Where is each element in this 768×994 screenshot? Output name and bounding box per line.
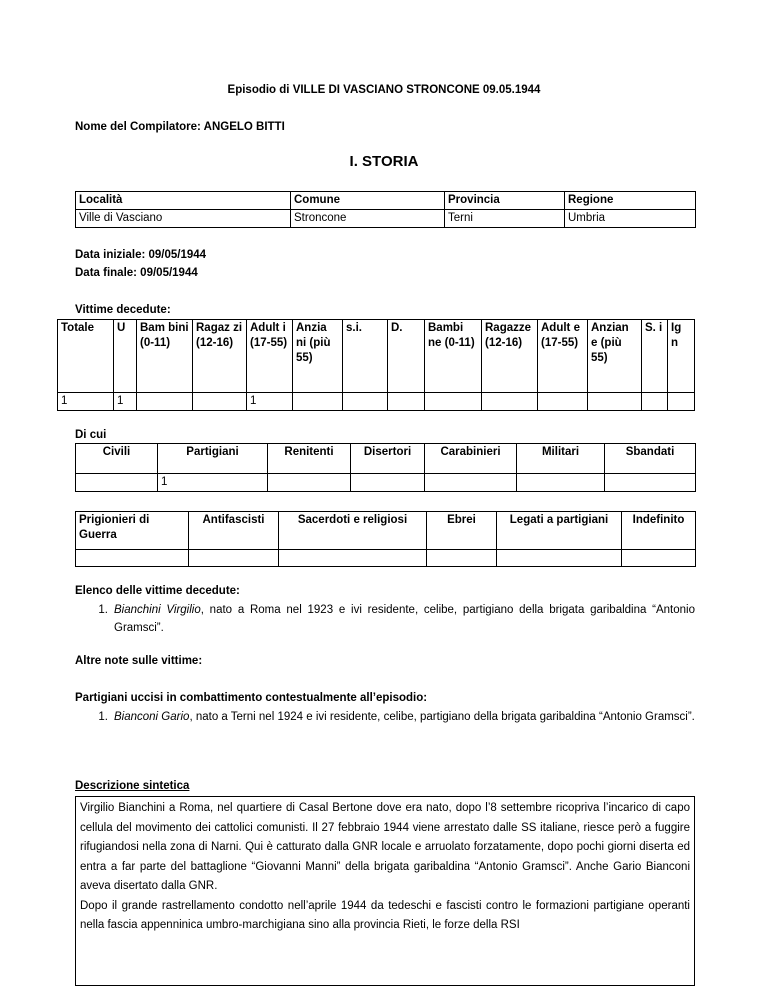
cat-header-legati: Legati a partigiani xyxy=(497,512,622,550)
dicui-header-partigiani: Partigiani xyxy=(158,444,268,474)
cat-header-sacerdoti: Sacerdoti e religiosi xyxy=(279,512,427,550)
cat-value-ebrei xyxy=(427,550,497,567)
header-provincia: Provincia xyxy=(445,192,565,210)
value-comune: Stronconе xyxy=(291,210,445,228)
victims-header-anziani: Anzia ni (più 55) xyxy=(293,320,343,393)
victims-header-ragazzi: Ragaz zi (12-16) xyxy=(193,320,247,393)
partisans-label: Partigiani uccisi in combattimento contestualmente all’episodio: xyxy=(75,692,428,704)
victims-header-bambine: Bambi ne (0-11) xyxy=(425,320,482,393)
cat-header-ebrei: Ebrei xyxy=(427,512,497,550)
dicui-header-militari: Militari xyxy=(517,444,605,474)
dicui-value-renitenti xyxy=(268,474,351,492)
victims-value-si xyxy=(343,393,388,411)
victims-value-anziane xyxy=(588,393,642,411)
dicui-value-civili xyxy=(76,474,158,492)
victims-value-bambine xyxy=(425,393,482,411)
victims-header-adulte: Adult e (17-55) xyxy=(538,320,588,393)
dicui-value-disertori xyxy=(351,474,425,492)
section-title: I. STORIA xyxy=(349,153,419,170)
victims-header-totale: Totale xyxy=(58,320,114,393)
location-table xyxy=(75,191,696,228)
cat-header-indefinito: Indefinito xyxy=(622,512,696,550)
cat-value-sacerdoti xyxy=(279,550,427,567)
cat-value-prigionieri xyxy=(76,550,189,567)
victims-header-ign: Ig n xyxy=(668,320,695,393)
victims-header-ragazze: Ragazze (12-16) xyxy=(482,320,538,393)
victims-value-ragazze xyxy=(482,393,538,411)
partisans-list-item xyxy=(75,708,695,726)
description-text: Virgilio Bianchini a Roma, nel quartiere di Casal Bertone dove era nato, dopo l’8 settembre ricopriva l’incarico di capo cellula del movimento dei cattolici comunisti. Il 27 febbraio 1944 viene arrestato dalle SS italiane, riesce però a fuggire rifugiandosi nella zona di Narni. Qui è catturato dalla GNR locale e arruolato forzatamente, dopo pochi giorni diserta ed entra a far parte del battaglione “Giovanni Manni” della brigata garibaldina “Antonio Gramsci”. Anche Gario Bianconi aveva disertato dalla GNR. Dopo il grande rastrellamento condotto nell’aprile 1944 da tedeschi e fascisti contro le formazioni partigiane operanti nella fascia appenninica umbro-marchigiana sino alla provincia Rieti, le forze della RSI xyxy=(75,796,695,986)
victims-table xyxy=(57,319,695,411)
episode-title: Episodio di VILLE DI VASCIANO STRONCONE 09.05.1944 xyxy=(227,84,541,96)
dicui-value-carabinieri xyxy=(425,474,517,492)
victims-list-item xyxy=(75,601,695,637)
victims-header-u: U xyxy=(114,320,137,393)
victims-value-adulti: 1 xyxy=(247,393,293,411)
victims-header-s-i: S. i xyxy=(642,320,668,393)
list-number: 1. xyxy=(98,604,108,616)
dicui-header-carabinieri: Carabinieri xyxy=(425,444,517,474)
cat-value-legati xyxy=(497,550,622,567)
header-regione: Regione xyxy=(565,192,696,210)
header-localita: Località xyxy=(76,192,291,210)
start-date: Data iniziale: 09/05/1944 xyxy=(75,249,207,261)
victim-details: , nato a Roma nel 1923 e ivi residente, celibe, partigiano della brigata garibaldina “Antonio Gramsci”. xyxy=(114,604,695,634)
victims-header-adulti: Adult i (17-55) xyxy=(247,320,293,393)
partisan-name: Bianconi Gario xyxy=(114,711,190,723)
victims-header-bambini: Bam bini (0-11) xyxy=(137,320,193,393)
victims-value-u: 1 xyxy=(114,393,137,411)
value-regione: Umbria xyxy=(565,210,696,228)
partisan-details: , nato a Terni nel 1924 e ivi residente, celibe, partigiano della brigata garibaldina “Antonio Gramsci”. xyxy=(189,711,695,723)
other-notes-label: Altre note sulle vittime: xyxy=(75,655,203,667)
cat-value-antifascisti xyxy=(189,550,279,567)
di-cui-label: Di cui xyxy=(75,429,107,441)
victims-value-ign xyxy=(668,393,695,411)
victims-value-ragazzi xyxy=(193,393,247,411)
victims-value-bambini xyxy=(137,393,193,411)
victims-header-anziane: Anzian e (più 55) xyxy=(588,320,642,393)
description-label: Descrizione sintetica xyxy=(75,780,190,792)
end-date: Data finale: 09/05/1944 xyxy=(75,267,198,279)
dicui-value-partigiani: 1 xyxy=(158,474,268,492)
victims-value-anziani xyxy=(293,393,343,411)
dicui-value-militari xyxy=(517,474,605,492)
compiler-name: Nome del Compilatore: ANGELO BITTI xyxy=(75,121,285,133)
value-provincia: Terni xyxy=(445,210,565,228)
value-localita: Ville di Vasciano xyxy=(76,210,291,228)
victims-header-d: D. xyxy=(388,320,425,393)
dicui-value-sbandati xyxy=(605,474,696,492)
victims-list-label: Elenco delle vittime decedute: xyxy=(75,585,240,597)
dicui-header-civili: Civili xyxy=(76,444,158,474)
header-comune: Comune xyxy=(291,192,445,210)
categories-table xyxy=(75,511,696,567)
dicui-header-disertori: Disertori xyxy=(351,444,425,474)
victims-value-s-i xyxy=(642,393,668,411)
victim-name: Bianchini Virgilio xyxy=(114,604,201,616)
victims-label: Vittime decedute: xyxy=(75,304,171,316)
dicui-header-sbandati: Sbandati xyxy=(605,444,696,474)
cat-header-antifascisti: Antifascisti xyxy=(189,512,279,550)
di-cui-table xyxy=(75,443,696,492)
dicui-header-renitenti: Renitenti xyxy=(268,444,351,474)
cat-value-indefinito xyxy=(622,550,696,567)
victims-value-totale: 1 xyxy=(58,393,114,411)
victims-value-d xyxy=(388,393,425,411)
victims-value-adulte xyxy=(538,393,588,411)
victims-header-si: s.i. xyxy=(343,320,388,393)
list-number: 1. xyxy=(98,711,108,723)
cat-header-prigionieri: Prigionieri di Guerra xyxy=(76,512,189,550)
